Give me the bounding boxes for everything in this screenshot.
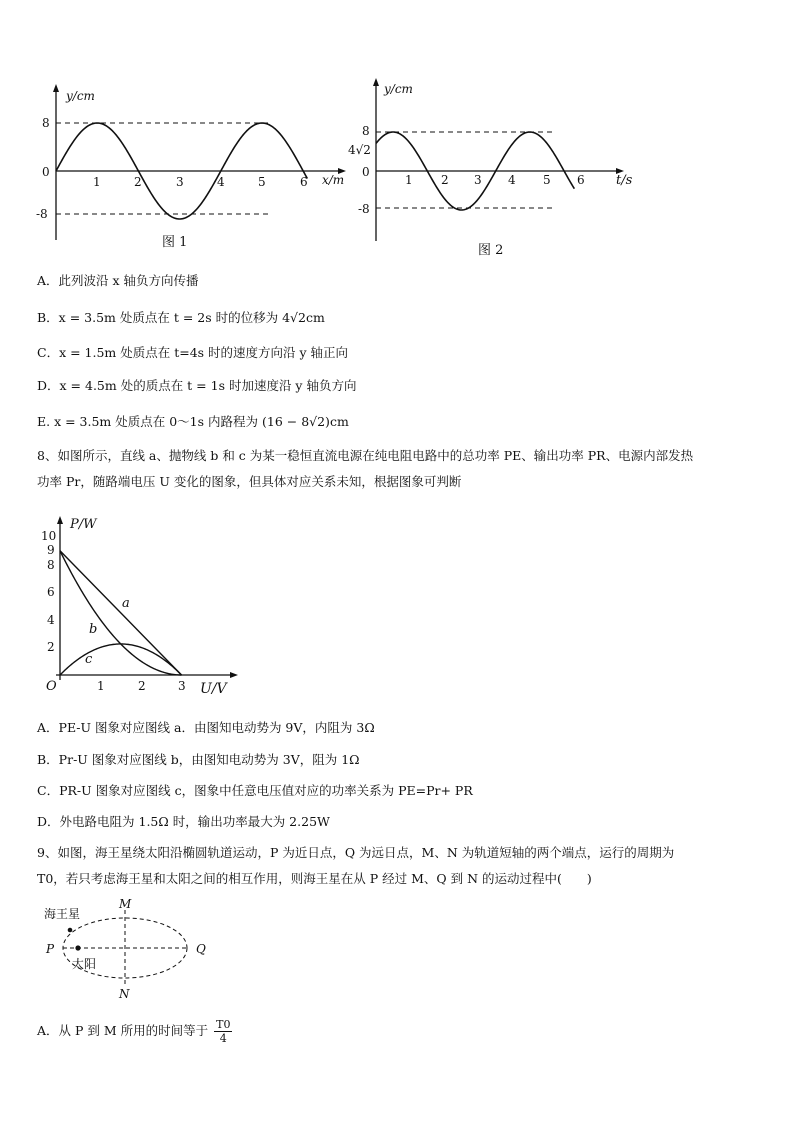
fig2-xtick-2: 2 <box>441 173 449 187</box>
q8-stem-line2: 功率 Pr，随路端电压 U 变化的图象，但具体对应关系未知，根据图象可判断 <box>37 474 462 489</box>
q7-option-e: E. x = 3.5m 处质点在 0～1s 内路程为 (16 − 8√2)cm <box>37 414 349 429</box>
q8-curve-label-c: c <box>85 652 93 667</box>
q9-stem <box>37 840 764 892</box>
fig1-xtick-6: 6 <box>300 175 308 189</box>
q8-option-c: C．PR-U 图象对应图线 c，图象中任意电压值对应的功率关系为 PE=Pr+ PR <box>37 783 473 798</box>
fig2-ytick-4root2: 4√2 <box>348 143 371 157</box>
q7-option-d: D．x = 4.5m 处的质点在 t = 1s 时加速度沿 y 轴负方向 <box>37 378 357 393</box>
q7-option-b: B．x = 3.5m 处质点在 t = 2s 时的位移为 4√2cm <box>37 310 325 325</box>
q9-option-a <box>37 1018 232 1045</box>
fig2-xtick-1: 1 <box>405 173 413 187</box>
q8-ytick-8: 8 <box>47 558 55 572</box>
fig2-xtick-6: 6 <box>577 173 585 187</box>
fig2-xtick-4: 4 <box>508 173 516 187</box>
fig1-xtick-1: 1 <box>93 175 101 189</box>
q8-power-voltage-graph <box>38 510 248 700</box>
figure-2-vibration-graph <box>340 76 650 261</box>
fig1-xtick-5: 5 <box>258 175 266 189</box>
q8-ytick-10: 10 <box>41 529 57 543</box>
fig1-xtick-4: 4 <box>217 175 225 189</box>
q9-orbit-diagram <box>40 898 220 1003</box>
fig2-ytick-neg8: -8 <box>358 202 370 216</box>
fig2-xtick-5: 5 <box>543 173 551 187</box>
fig1-caption: 图 1 <box>162 235 188 250</box>
q8-curve-label-b: b <box>89 622 98 637</box>
q9-option-a-text: A．从 P 到 M 所用的时间等于 <box>37 1023 209 1038</box>
q8-ytick-9: 9 <box>47 543 55 557</box>
q8-option-a: A．PE-U 图象对应图线 a．由图知电动势为 9V，内阻为 3Ω <box>37 720 375 735</box>
q8-ytick-6: 6 <box>47 585 55 599</box>
q8-xtick-1: 1 <box>97 679 105 693</box>
fig2-caption: 图 2 <box>478 243 504 258</box>
fig1-ytick-8: 8 <box>42 116 50 130</box>
fig2-x-axis-label: t/s <box>616 173 633 188</box>
fig2-ytick-8: 8 <box>362 124 370 138</box>
fig2-xtick-3: 3 <box>474 173 482 187</box>
fig1-ytick-0: 0 <box>42 165 50 179</box>
q8-xtick-3: 3 <box>178 679 186 693</box>
fig2-y-axis-label: y/cm <box>384 82 413 96</box>
q8-stem <box>37 443 764 495</box>
q9-label-n: N <box>119 987 130 1001</box>
q8-xtick-2: 2 <box>138 679 146 693</box>
q9-label-m: M <box>119 898 132 911</box>
fig1-xtick-3: 3 <box>176 175 184 189</box>
q8-option-d: D．外电路电阻为 1.5Ω 时，输出功率最大为 2.25W <box>37 814 330 829</box>
fig1-x-axis-label: x/m <box>322 173 345 187</box>
q9-stem-line1: 9、如图，海王星绕太阳沿椭圆轨道运动，P 为近日点，Q 为远日点，M、N 为轨道短轴的两个端点，运行的周期为 <box>37 845 675 860</box>
q7-option-c: C．x = 1.5m 处质点在 t=4s 时的速度方向沿 y 轴正向 <box>37 345 349 360</box>
q9-sun-label: 太阳 <box>72 957 97 971</box>
q9-planet-label: 海王星 <box>44 907 81 921</box>
q8-option-b: B．Pr-U 图象对应图线 b，由图知电动势为 3V，阻为 1Ω <box>37 752 360 767</box>
fig1-ytick-neg8: -8 <box>36 207 48 221</box>
q9-fraction-numerator: T0 <box>216 1018 231 1031</box>
q8-x-axis-label: U/V <box>200 681 227 697</box>
figure-1-wave-graph <box>30 80 360 255</box>
q8-y-axis-label: P/W <box>70 517 97 532</box>
q9-option-a-fraction <box>214 1018 232 1045</box>
fig1-xtick-2: 2 <box>134 175 142 189</box>
q9-stem-line2: T0，若只考虑海王星和太阳之间的相互作用，则海王星在从 P 经过 M、Q 到 N 的运动过程中( ) <box>37 871 592 886</box>
q9-label-p: P <box>46 942 55 956</box>
q8-ytick-4: 4 <box>47 613 55 627</box>
fig2-ytick-0: 0 <box>362 165 370 179</box>
q8-origin-label: O <box>46 679 57 694</box>
fig1-y-axis-label: y/cm <box>66 89 95 103</box>
q9-fraction-denominator: 4 <box>219 1032 227 1045</box>
q7-option-a: A．此列波沿 x 轴负方向传播 <box>37 273 199 288</box>
q9-label-q: Q <box>196 942 206 956</box>
q8-stem-line1: 8、如图所示，直线 a、抛物线 b 和 c 为某一稳恒直流电源在纯电阻电路中的总功率 PE、输出功率 PR、电源内部发热 <box>37 448 694 463</box>
q8-curve-label-a: a <box>122 596 130 611</box>
q8-ytick-2: 2 <box>47 640 55 654</box>
